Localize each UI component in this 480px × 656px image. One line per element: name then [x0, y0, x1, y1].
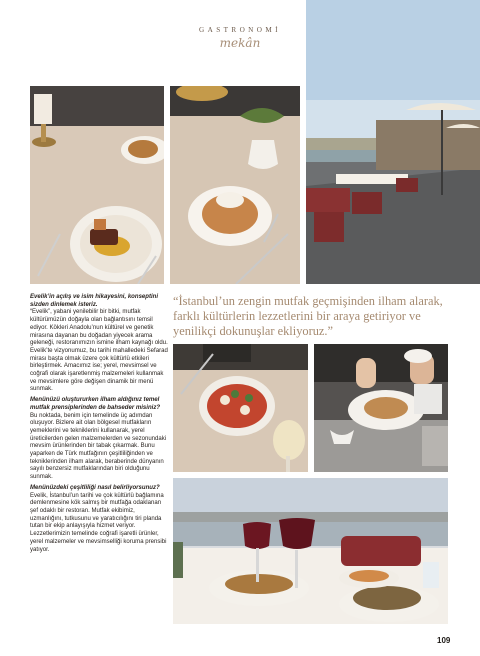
photo-salad-wine	[173, 344, 308, 472]
photo-dessert-bowl	[170, 86, 300, 284]
photo-chef-plating	[314, 344, 448, 472]
interview-block	[30, 294, 168, 394]
photo-steak-plate	[30, 86, 164, 284]
section-subtitle: mekân	[219, 36, 261, 50]
photo-terrace-view	[306, 0, 480, 284]
section-title: GASTRONOMİ	[199, 26, 281, 34]
interview-answer: “Evelik”, yabani yenilebilir bir bitki, mutfak kültürümüzün doğayla olan bağlantısını temsil ediyor. Kökleri Anadolu’nun kültürel ve genetik mirasına dayanan bu doğadan yiyecek arama geleneği, restoranımızın ismine ilham kaynağı oldu. Evelik’te vizyonumuz, bu tarihi mahalledeki Sefarad mirası başta olmak üzere çok kültürlü etkileri birleştirmek. Amacımız ise; yerel, mevsimsel ve coğrafi olarak işaretlenmiş malzemeleri kullanmak ve mevsimlere göre değişen dinamik bir menü sunmak.	[30, 309, 168, 393]
interview-block	[30, 397, 168, 482]
photo-bosphorus-table	[173, 478, 448, 624]
interview-answer: Evelik, İstanbul’un tarihi ve çok kültürlü bağlamına demlenmesine kök salmış bir mutfağa odaklanan şef odaklı bir restoran. Mutfak ekibimiz, uzmanlığını, tutkusunu ve yaratıcılığını tiri planda tutan bir ekip anlayışıyla hizmet veriyor. Lezzetlerimizin temelinde coğrafi işaretli ürünler, yerel malzemeler ve mevsimselliği koruma prensibi yatıyor.	[30, 492, 167, 553]
interview-question: Menünüzü oluştururken ilham aldığınız temel mutfak prensiplerinden de bahseder misiniz?	[30, 397, 161, 411]
interview-block	[30, 485, 168, 554]
page-number: 109	[437, 636, 451, 645]
section-header	[178, 26, 302, 50]
interview-article	[30, 294, 168, 557]
interview-question: Evelik’in açılış ve isim hikayesini, konseptini sizden dinlemek isteriz.	[30, 294, 159, 308]
interview-answer: Bu noktada, benim için temelinde üç adımdan oluşuyor. Bizlere ait olan bölgesel mutfakların yemeklerini ve tekniklerini kullanarak, yerel üreticilerden gelen malzemelerden ve sezonundaki mevsim ürünlerinden bir tabak çıkarmak. Bunu yaparken de Türk mutfağının çeşitliliğinden ve tekniklerinden ilham alarak, beraberinde dünyanın sayılı benzersiz mutfaklarından biri olduğunu sunmak.	[30, 412, 167, 481]
interview-question: Menünüzdeki çeşitliliği nasıl belirliyorsunuz?	[30, 484, 160, 491]
pull-quote: “İstanbul’un zengin mutfak geçmişinden ilham alarak, farklı kültürlerin lezzetlerini bir araya getiriyor ve yenilikçi dokunuşlar ekliyoruz.”	[173, 294, 443, 339]
